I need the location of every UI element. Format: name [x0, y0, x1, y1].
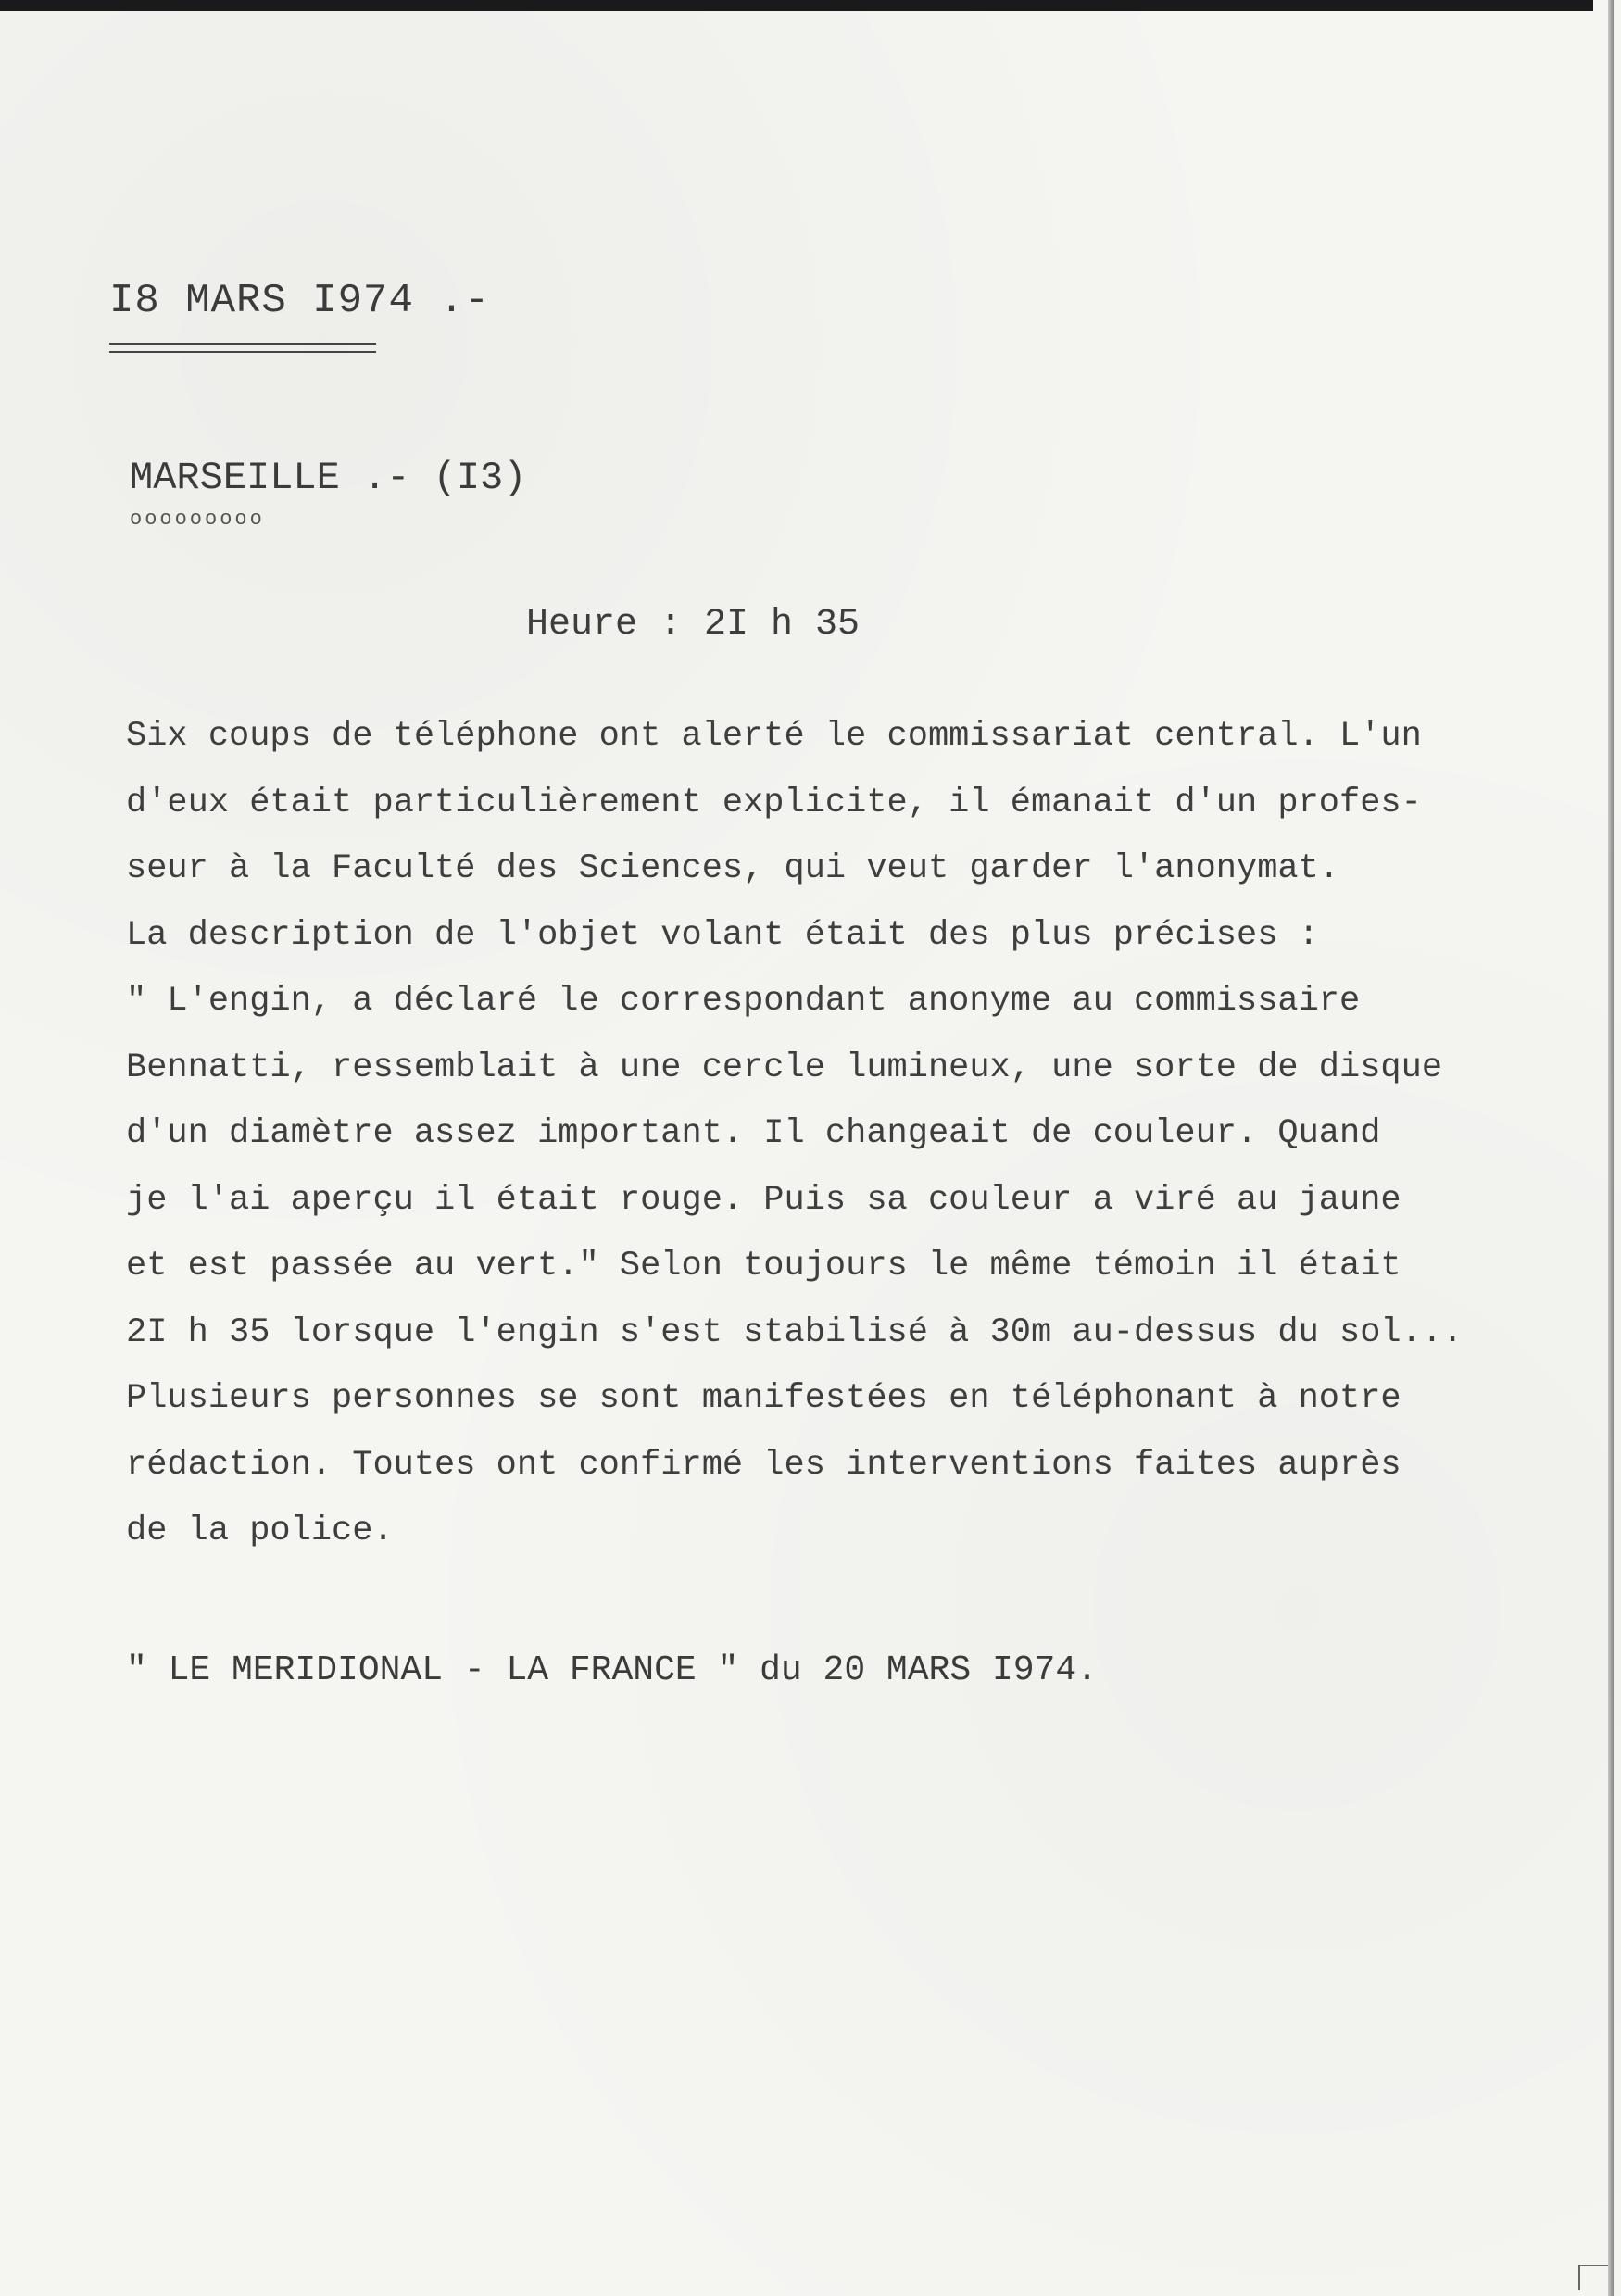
date-underline [109, 343, 376, 353]
body-line: seur à la Faculté des Sciences, qui veut garder l'anonymat. [126, 849, 1340, 888]
source-citation: " LE MERIDIONAL - LA FRANCE " du 20 MARS I974. [126, 1650, 1098, 1690]
date-heading: I8 MARS I974 .- [109, 278, 491, 324]
article-body [126, 704, 1552, 1565]
body-line: d'un diamètre assez important. Il changeait de couleur. Quand [126, 1114, 1381, 1153]
corner-mark [1578, 2265, 1608, 2290]
top-border-rule [0, 0, 1593, 11]
body-line: rédaction. Toutes ont confirmé les interventions faites auprès [126, 1445, 1401, 1485]
body-line: 2I h 35 lorsque l'engin s'est stabilisé à 30m au-dessus du sol... [126, 1312, 1464, 1352]
body-line: La description de l'objet volant était des plus précises : [126, 915, 1319, 955]
body-line: " L'engin, a déclaré le correspondant anonyme au commissaire [126, 982, 1361, 1021]
body-line: Six coups de téléphone ont alerté le commissariat central. L'un [126, 717, 1422, 756]
body-line: Bennatti, ressemblait à une cercle lumineux, une sorte de disque [126, 1048, 1443, 1087]
body-line: Plusieurs personnes se sont manifestées en téléphonant à notre [126, 1379, 1401, 1418]
place-underline: ooooooooo [130, 508, 265, 531]
place-heading: MARSEILLE .- (I3) [130, 456, 527, 500]
time-line: Heure : 2I h 35 [526, 604, 861, 646]
body-line: je l'ai aperçu il était rouge. Puis sa couleur a viré au jaune [126, 1180, 1401, 1220]
body-line: d'eux était particulièrement explicite, il émanait d'un profes- [126, 783, 1422, 822]
right-scan-edge [1608, 0, 1614, 2296]
body-line: de la police. [126, 1512, 394, 1550]
body-line: et est passée au vert." Selon toujours le même témoin il était [126, 1247, 1401, 1286]
